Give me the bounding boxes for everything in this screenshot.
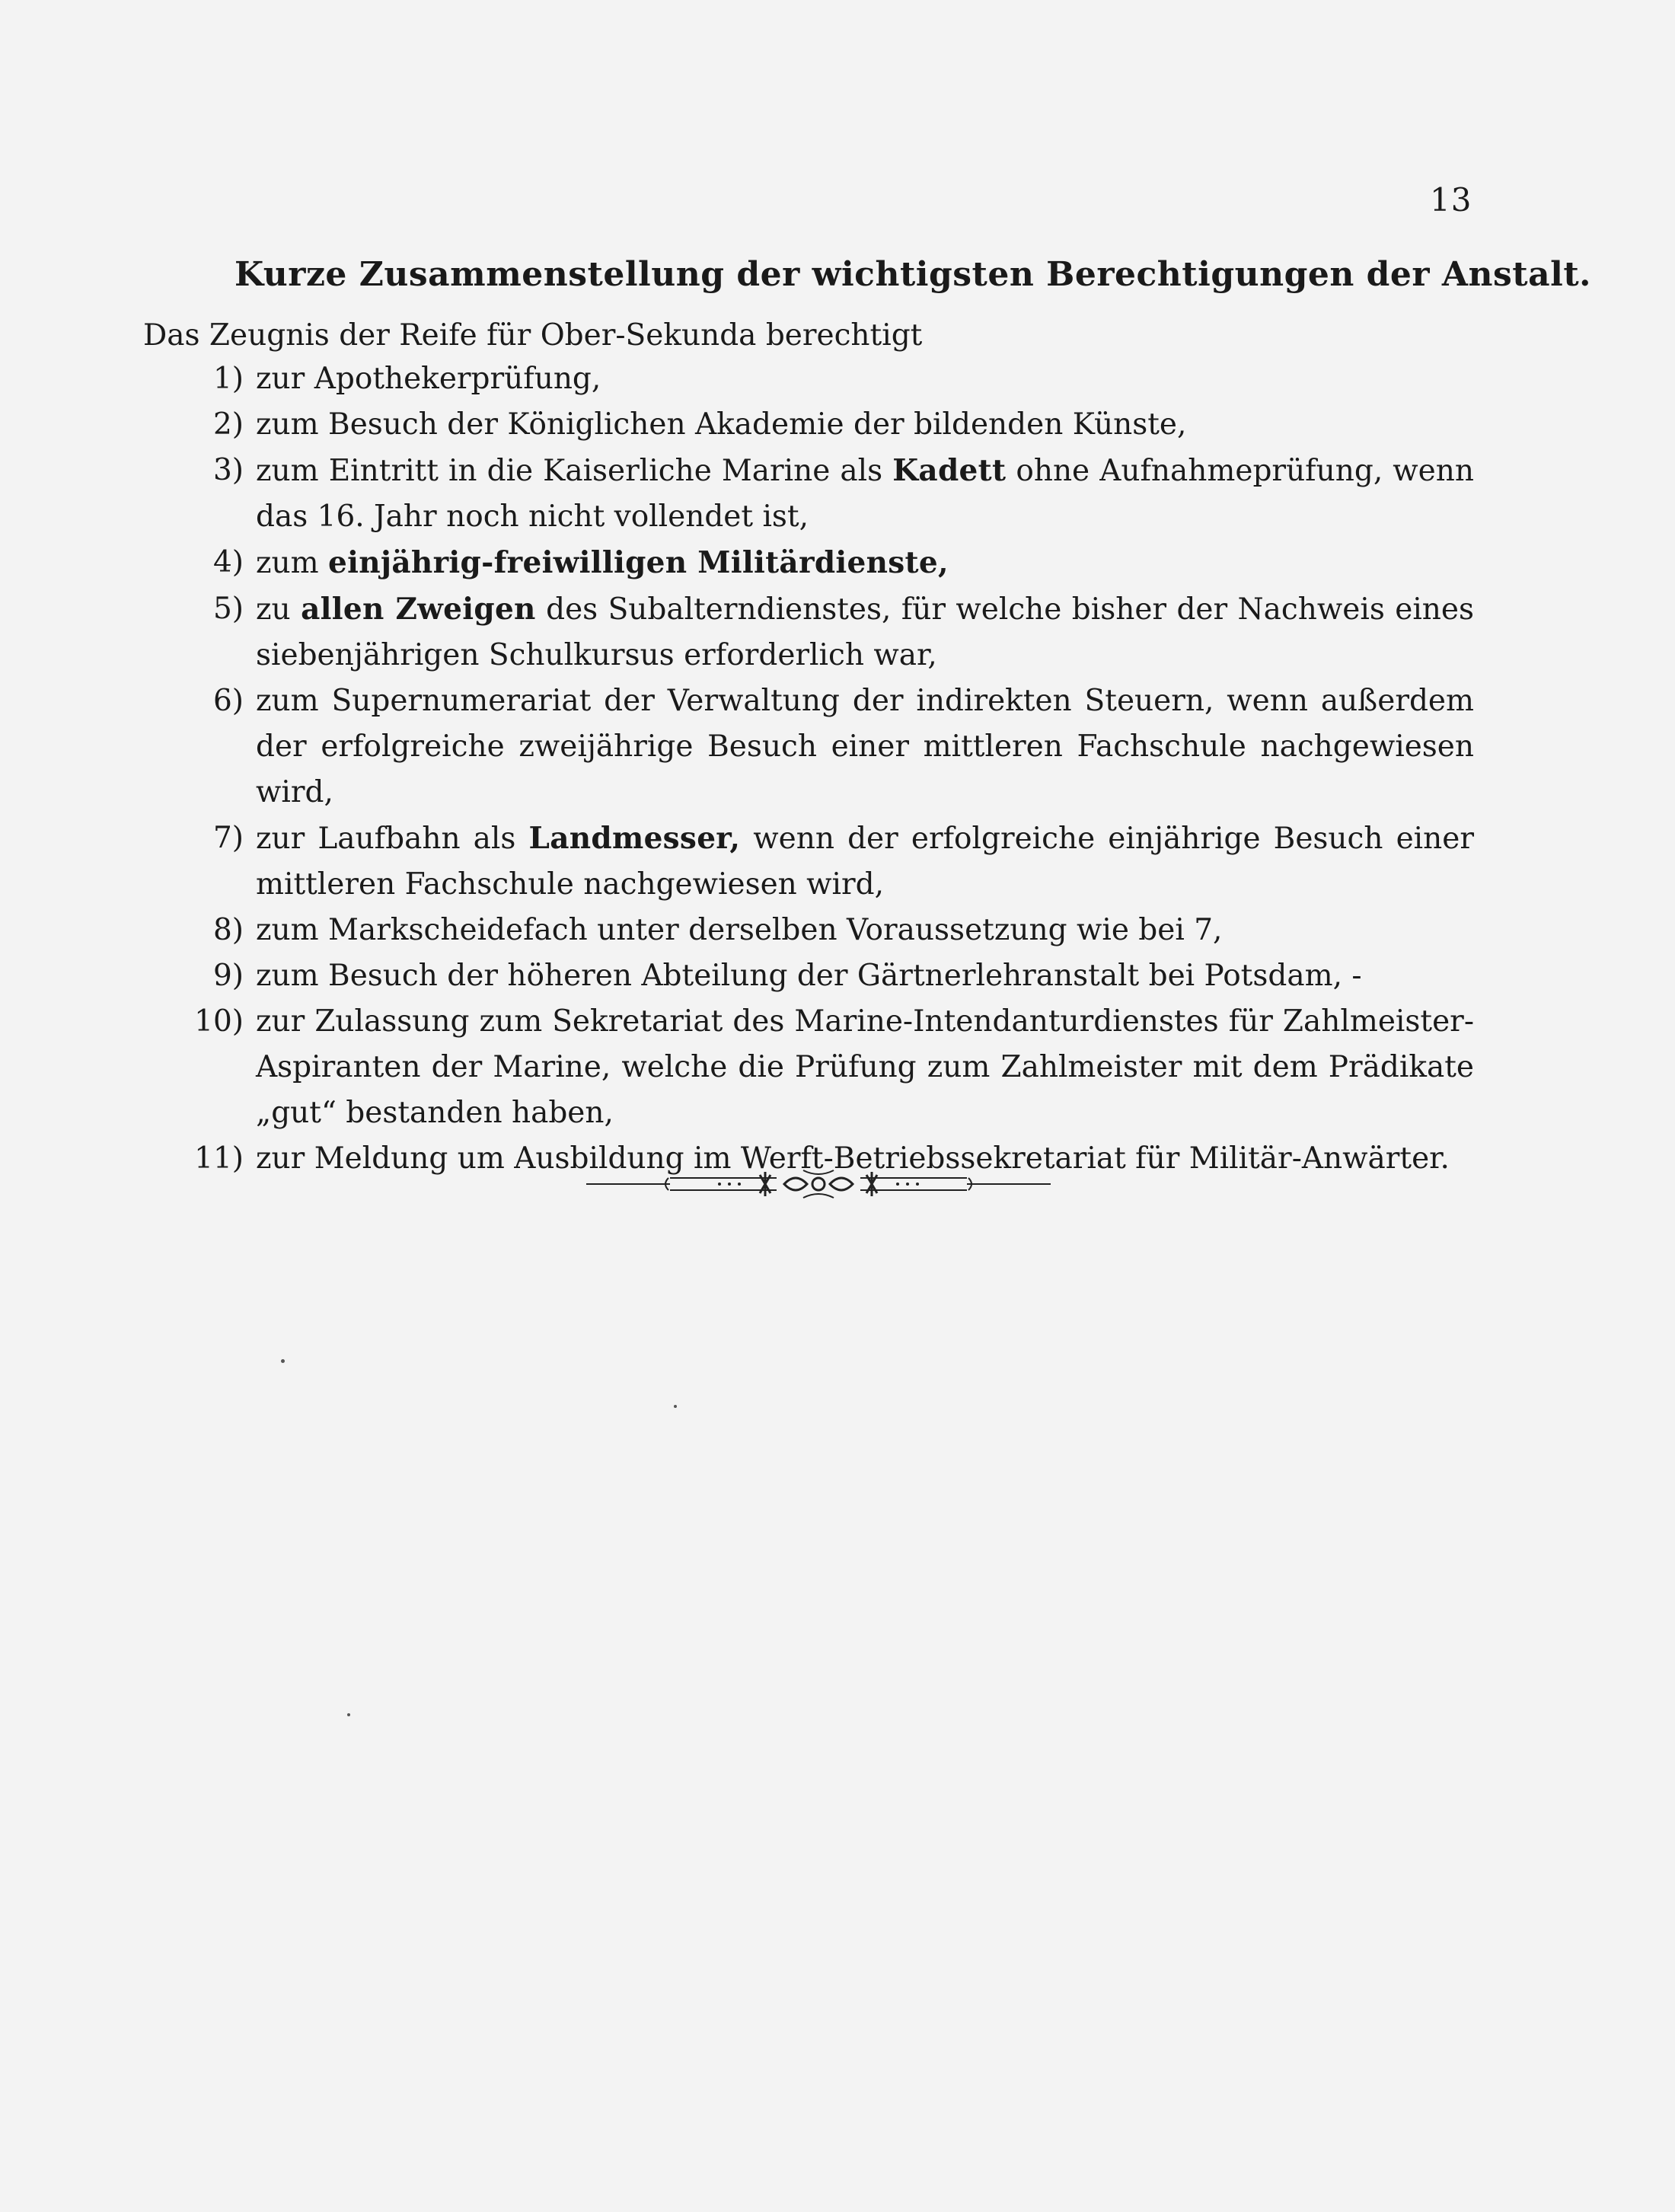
page-title: Kurze Zusammenstellung der wichtigsten Berechtigungen der Anstalt. [234,255,1591,294]
item-number: 10) [194,1004,244,1039]
item-text-part: ohne Aufnahmeprüfung, wenn das 16. Jahr noch nicht vollendet ist, [256,454,1474,534]
item-text [256,586,1474,678]
paper-speck [281,1359,285,1363]
item-text-part: zur Laufbahn als [256,822,529,856]
list-item [0,953,1675,999]
list-item [0,356,1675,402]
list-item [0,999,1675,1136]
paper-speck [347,1713,350,1716]
list-item [0,678,1675,816]
item-text: zum Supernumerariat der Verwaltung der indirekten Steuern, wenn außerdem der erfolgreiche zweijährige Besuch einer mittleren Fachschule nachgewiesen wird, [256,684,1474,809]
list-item [0,540,1675,586]
item-number: 11) [194,1141,244,1176]
item-number: 9) [212,959,244,993]
item-text: zur Meldung um Ausbildung im Werft-Betriebssekretariat für Militär-Anwärter. [256,1141,1450,1176]
item-text: zur Zulassung zum Sekretariat des Marine-Intendanturdienstes für Zahlmeister-Aspiranten der Marine, welche die Prüfung zum Zahlmeister mit dem Prädikate „gut“ bestanden haben, [256,1004,1474,1130]
item-text-part: zum [256,546,329,580]
decorative-ornament-icon [586,1161,1051,1207]
item-number: 5) [212,592,244,626]
list-item [0,402,1675,448]
item-text-part: zum Eintritt in die Kaiserliche Marine als [256,454,893,488]
item-number: 1) [212,362,244,396]
paper-speck [674,1405,677,1408]
item-text: zum Besuch der höheren Abteilung der Gärtnerlehranstalt bei Potsdam, - [256,959,1362,993]
item-text [256,448,1474,540]
item-emphasis: Landmesser, [528,821,741,856]
item-text: zur Apothekerprüfung, [256,362,601,396]
list-item [0,448,1675,540]
list-item [0,816,1675,908]
item-number: 7) [212,821,244,855]
item-text [256,816,1474,908]
item-number: 3) [212,453,244,487]
item-text [256,540,1474,586]
intro-paragraph: Das Zeugnis der Reife für Ober-Sekunda berechtigt [143,318,923,353]
entitlements-list [0,356,1675,1182]
list-item [0,586,1675,678]
item-emphasis: allen Zweigen [301,592,536,627]
page-number: 13 [1430,181,1472,219]
item-text-part: des Subalterndienstes, für welche bisher der Nachweis eines siebenjährigen Schulkursus erforderlich war, [256,592,1474,672]
item-number: 6) [212,684,244,718]
item-text: zum Markscheidefach unter derselben Voraussetzung wie bei 7, [256,913,1223,947]
item-number: 2) [212,407,244,442]
item-text-part: wenn der erfolgreiche einjährige Besuch einer mittleren Fachschule nachgewiesen wird, [256,822,1474,902]
item-text-part: zu [256,592,302,627]
item-text: zum Besuch der Königlichen Akademie der bildenden Künste, [256,407,1187,442]
item-number: 4) [212,545,244,579]
item-emphasis: Kadett [892,453,1007,488]
item-number: 8) [212,913,244,947]
list-item [0,908,1675,953]
item-emphasis: einjährig-freiwilligen Militärdienste, [328,545,949,580]
